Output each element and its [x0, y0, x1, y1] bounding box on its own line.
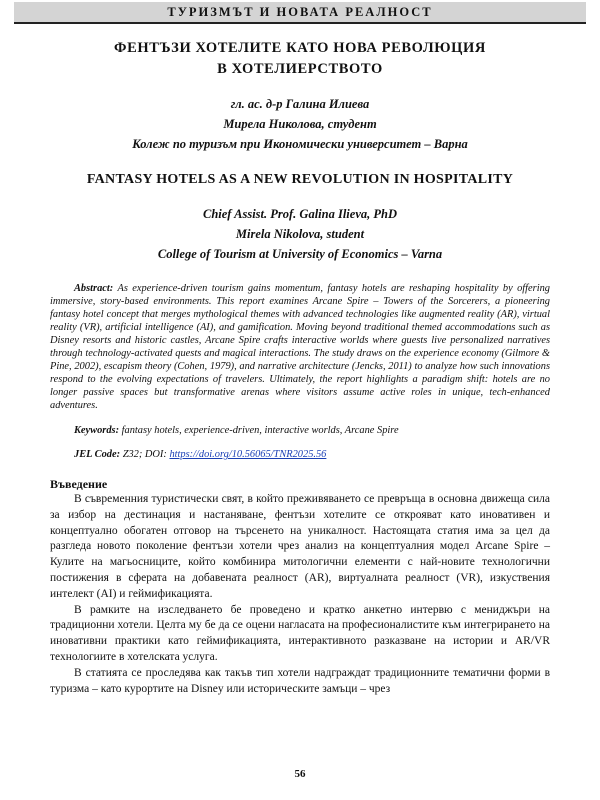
jel-doi [50, 448, 550, 462]
paper-page [50, 24, 550, 697]
authors-bg [50, 94, 550, 154]
author-bg-1: гл. ас. д-р Галина Илиева [230, 97, 370, 111]
title-bg-line-1: ФЕНТЪЗИ ХОТЕЛИТЕ КАТО НОВА РЕВОЛЮЦИЯ [114, 40, 486, 56]
intro-paragraph-2: В рамките на изследването бе проведено и кратко анкетно интервю с мениджъри на традиционни хотели. Целта му бе да се оцени нагласата на професионалистите към интегрирането на иновативни практики като геймификацията, интерактивното разказване на истории и AR/VR технологиите в хотелската услуга. [50, 603, 550, 663]
intro-heading: Въведение [50, 477, 108, 491]
keywords-label: Keywords: [74, 425, 120, 436]
doi-link[interactable]: https://doi.org/10.56065/TNR2025.56 [169, 449, 327, 460]
abstract [50, 282, 550, 412]
paper-title-bg [50, 38, 550, 80]
intro-paragraph-3: В статията се проследява как такъв тип хотели надграждат традиционните тематични форми в туризма – като курортите на Disney или историческите замъци – чрез [50, 666, 550, 695]
jel-label: JEL Code: [74, 449, 121, 460]
title-bg-line-2: В ХОТЕЛИЕРСТВОТО [217, 61, 383, 77]
affiliation-en: College of Tourism at University of Economics – Varna [157, 247, 443, 261]
abstract-text: As experience-driven tourism gains momentum, fantasy hotels are reshaping hospitality by offering immersive, story-based environments. This report examines Arcane Spire – Towers of the Sorcerers, a pioneering fantasy hotel concept that merges mythological themes with advanced technologies like augmented reality (AR), virtual reality (VR), artificial intelligence (AI), and gamification. Moving beyond traditional themed accommodations such as Disney resorts and historic castles, Arcane Spire crafts interactive worlds where guests live personalized narratives through technology-activated quests and magical interactions. The study draws on the experience economy (Gilmore & Pine, 2002), escapism theory (Cohen, 1979), and narrative architecture (Jencks, 2011) to analyze how such innovations respond to the evolving expectations of travelers. Ultimately, the report highlights a paradigm shift: hotels are no longer passive spaces but transformative arenas where visitors assume active roles in unique, tech-enhanced adventures. [50, 283, 550, 411]
authors-en [50, 204, 550, 264]
abstract-label: Abstract: [74, 283, 114, 294]
author-bg-2: Мирела Николова, студент [223, 117, 377, 131]
keywords [50, 424, 550, 438]
page-number: 56 [294, 768, 306, 780]
running-header [14, 2, 586, 24]
affiliation-bg: Колеж по туризъм при Икономически университет – Варна [132, 137, 468, 151]
jel-code: Z32; DOI: [122, 449, 167, 460]
intro-paragraph-1: В съвременния туристически свят, в който преживяването се превръща в основна движеща сила за избор на дестинация и настаняване, фентъзи хотелите се открояват като иновативен и концептуално обогатен отговор на търсенето на уникалност. Настоящата статия има за цел да разгледа новото поколение фентъзи хотели чрез анализ на концептуалния модел Arcane Spire – Кулите на магьосниците, който комбинира митологични елементи с най-новите технологични постижения в сферата на добавената реалност (AR), виртуалната реалност (VR), изкуствения интелект (AI) и геймификацията. [50, 493, 550, 600]
author-en-2: Mirela Nikolova, student [235, 227, 365, 241]
author-en-1: Chief Assist. Prof. Galina Ilieva, PhD [203, 207, 397, 221]
running-title: ТУРИЗМЪТ И НОВАТА РЕАЛНОСТ [167, 4, 433, 19]
keywords-text: fantasy hotels, experience-driven, interactive worlds, Arcane Spire [121, 425, 399, 436]
paper-title-en: FANTASY HOTELS AS A NEW REVOLUTION IN HOSPITALITY [86, 172, 514, 187]
